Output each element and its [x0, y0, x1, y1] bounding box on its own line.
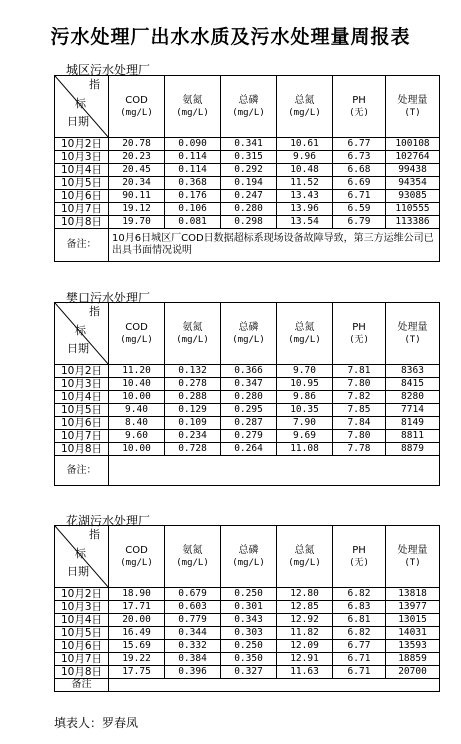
value-cell: 13977	[386, 601, 440, 614]
table-row	[55, 588, 440, 601]
column-unit: (mg/L)	[288, 334, 321, 345]
value-cell: 0.350	[221, 653, 277, 666]
column-header	[109, 526, 165, 588]
column-unit: (mg/L)	[232, 334, 265, 345]
value-cell: 0.301	[221, 601, 277, 614]
value-cell: 0.344	[165, 627, 221, 640]
value-cell: 6.83	[333, 601, 386, 614]
value-cell: 0.250	[221, 588, 277, 601]
value-cell: 9.86	[277, 391, 333, 404]
value-cell: 7.78	[333, 443, 386, 456]
value-cell: 6.71	[333, 653, 386, 666]
value-cell: 11.08	[277, 443, 333, 456]
value-cell: 110555	[386, 203, 440, 216]
column-header	[109, 303, 165, 365]
value-cell: 0.341	[221, 138, 277, 151]
date-cell: 10月8日	[55, 666, 109, 679]
column-header	[277, 526, 333, 588]
value-cell: 10.95	[277, 378, 333, 391]
table-row	[55, 653, 440, 666]
table-row	[55, 151, 440, 164]
value-cell: 0.194	[221, 177, 277, 190]
table-row	[55, 138, 440, 151]
column-unit: (无)	[349, 107, 369, 118]
value-cell: 8415	[386, 378, 440, 391]
value-cell: 8879	[386, 443, 440, 456]
value-cell: 0.368	[165, 177, 221, 190]
value-cell: 0.287	[221, 417, 277, 430]
filler-name: 罗春凤	[102, 716, 139, 730]
value-cell: 13593	[386, 640, 440, 653]
table-row	[55, 627, 440, 640]
table-row	[55, 640, 440, 653]
value-cell: 0.109	[165, 417, 221, 430]
column-name: 总氮	[294, 544, 315, 556]
water-quality-table	[54, 525, 440, 692]
value-cell: 0.106	[165, 203, 221, 216]
value-cell: 20.00	[109, 614, 165, 627]
date-cell: 10月4日	[55, 391, 109, 404]
value-cell: 13.54	[277, 216, 333, 229]
column-name: PH	[352, 94, 366, 106]
value-cell: 6.77	[333, 138, 386, 151]
remark-row	[55, 679, 440, 692]
value-cell: 0.728	[165, 443, 221, 456]
value-cell: 16.49	[109, 627, 165, 640]
date-cell: 10月5日	[55, 627, 109, 640]
date-cell: 10月5日	[55, 404, 109, 417]
column-header	[221, 303, 277, 365]
value-cell: 11.52	[277, 177, 333, 190]
value-cell: 0.347	[221, 378, 277, 391]
table-row	[55, 378, 440, 391]
value-cell: 102764	[386, 151, 440, 164]
value-cell: 0.332	[165, 640, 221, 653]
value-cell: 12.80	[277, 588, 333, 601]
value-cell: 6.82	[333, 627, 386, 640]
date-cell: 10月6日	[55, 640, 109, 653]
column-header	[333, 526, 386, 588]
value-cell: 9.69	[277, 430, 333, 443]
value-cell: 10.35	[277, 404, 333, 417]
column-header	[221, 76, 277, 138]
value-cell: 13818	[386, 588, 440, 601]
value-cell: 0.250	[221, 640, 277, 653]
section-title: 城区污水处理厂	[66, 63, 151, 77]
date-cell: 10月6日	[55, 190, 109, 203]
corner-label-mid: 标	[75, 547, 86, 560]
table-row	[55, 443, 440, 456]
value-cell: 10.61	[277, 138, 333, 151]
column-header	[165, 76, 221, 138]
column-unit: (mg/L)	[288, 557, 321, 568]
value-cell: 20.23	[109, 151, 165, 164]
value-cell: 99438	[386, 164, 440, 177]
table-row	[55, 404, 440, 417]
date-cell: 10月3日	[55, 601, 109, 614]
value-cell: 19.12	[109, 203, 165, 216]
column-unit: (mg/L)	[232, 557, 265, 568]
corner-label-bottom: 日期	[67, 342, 89, 355]
table-row	[55, 216, 440, 229]
table-row	[55, 430, 440, 443]
report-title: 污水处理厂出水水质及污水处理量周报表	[50, 26, 411, 48]
remark-text	[109, 679, 440, 692]
column-name: 氨氮	[182, 321, 203, 333]
value-cell: 8280	[386, 391, 440, 404]
column-header	[386, 303, 440, 365]
value-cell: 18.90	[109, 588, 165, 601]
corner-label-bottom: 日期	[67, 565, 89, 578]
column-unit: (T)	[404, 107, 421, 118]
value-cell: 0.278	[165, 378, 221, 391]
date-cell: 10月2日	[55, 588, 109, 601]
column-unit: (无)	[349, 334, 369, 345]
date-cell: 10月7日	[55, 430, 109, 443]
value-cell: 8.40	[109, 417, 165, 430]
value-cell: 0.366	[221, 365, 277, 378]
corner-label-top: 指	[89, 305, 100, 318]
corner-label-mid: 标	[75, 97, 86, 110]
value-cell: 11.20	[109, 365, 165, 378]
value-cell: 7.90	[277, 417, 333, 430]
table-row	[55, 391, 440, 404]
value-cell: 18859	[386, 653, 440, 666]
corner-cell	[55, 526, 109, 588]
column-name: 处理量	[397, 321, 428, 333]
table-row	[55, 666, 440, 679]
value-cell: 0.303	[221, 627, 277, 640]
table-row	[55, 417, 440, 430]
column-unit: (mg/L)	[120, 107, 153, 118]
value-cell: 7.85	[333, 404, 386, 417]
value-cell: 12.92	[277, 614, 333, 627]
column-name: PH	[352, 544, 366, 556]
remark-label: 备注：	[55, 456, 109, 486]
column-header	[221, 526, 277, 588]
value-cell: 0.280	[221, 203, 277, 216]
value-cell: 6.73	[333, 151, 386, 164]
table-row	[55, 365, 440, 378]
value-cell: 20.45	[109, 164, 165, 177]
table-row	[55, 203, 440, 216]
column-unit: (mg/L)	[120, 557, 153, 568]
remark-row	[55, 456, 440, 486]
table-row	[55, 601, 440, 614]
value-cell: 12.91	[277, 653, 333, 666]
corner-cell	[55, 76, 109, 138]
column-unit: (mg/L)	[288, 107, 321, 118]
date-cell: 10月8日	[55, 216, 109, 229]
value-cell: 17.71	[109, 601, 165, 614]
column-name: 氨氮	[182, 544, 203, 556]
value-cell: 6.69	[333, 177, 386, 190]
value-cell: 0.090	[165, 138, 221, 151]
value-cell: 10.00	[109, 391, 165, 404]
column-header	[165, 526, 221, 588]
column-unit: (mg/L)	[232, 107, 265, 118]
value-cell: 6.71	[333, 666, 386, 679]
column-name: 总磷	[238, 94, 259, 106]
value-cell: 0.779	[165, 614, 221, 627]
value-cell: 0.288	[165, 391, 221, 404]
value-cell: 0.132	[165, 365, 221, 378]
column-unit: (无)	[349, 557, 369, 568]
value-cell: 0.327	[221, 666, 277, 679]
column-name: COD	[125, 94, 148, 106]
value-cell: 0.292	[221, 164, 277, 177]
column-unit: (mg/L)	[120, 334, 153, 345]
filler-line	[54, 714, 138, 731]
value-cell: 6.81	[333, 614, 386, 627]
header-row	[55, 303, 440, 365]
remark-text: 10月6日城区厂COD日数据超标系现场设备故障导致，第三方运维公司已出具书面情况说明	[109, 229, 440, 262]
value-cell: 0.396	[165, 666, 221, 679]
filler-label: 填表人：	[54, 716, 103, 730]
date-cell: 10月2日	[55, 365, 109, 378]
column-header	[109, 76, 165, 138]
value-cell: 90.11	[109, 190, 165, 203]
value-cell: 0.280	[221, 391, 277, 404]
value-cell: 11.82	[277, 627, 333, 640]
column-name: COD	[125, 321, 148, 333]
value-cell: 0.315	[221, 151, 277, 164]
value-cell: 15.69	[109, 640, 165, 653]
value-cell: 6.68	[333, 164, 386, 177]
remark-text	[109, 456, 440, 486]
section-title: 樊口污水处理厂	[66, 291, 151, 305]
date-cell: 10月7日	[55, 653, 109, 666]
value-cell: 94354	[386, 177, 440, 190]
column-header	[333, 303, 386, 365]
date-cell: 10月4日	[55, 164, 109, 177]
value-cell: 0.384	[165, 653, 221, 666]
date-cell: 10月2日	[55, 138, 109, 151]
value-cell: 0.295	[221, 404, 277, 417]
corner-label-top: 指	[89, 78, 100, 91]
value-cell: 13.43	[277, 190, 333, 203]
value-cell: 0.234	[165, 430, 221, 443]
date-cell: 10月3日	[55, 151, 109, 164]
value-cell: 20.34	[109, 177, 165, 190]
value-cell: 0.176	[165, 190, 221, 203]
column-unit: (T)	[404, 334, 421, 345]
column-name: 氨氮	[182, 94, 203, 106]
column-header	[333, 76, 386, 138]
value-cell: 10.48	[277, 164, 333, 177]
value-cell: 13015	[386, 614, 440, 627]
section-title: 花湖污水处理厂	[66, 514, 151, 528]
value-cell: 0.114	[165, 151, 221, 164]
value-cell: 17.75	[109, 666, 165, 679]
value-cell: 7.80	[333, 378, 386, 391]
date-cell: 10月3日	[55, 378, 109, 391]
value-cell: 0.264	[221, 443, 277, 456]
value-cell: 0.343	[221, 614, 277, 627]
date-cell: 10月4日	[55, 614, 109, 627]
remark-label: 备注	[55, 679, 109, 692]
corner-label-bottom: 日期	[67, 115, 89, 128]
value-cell: 7.81	[333, 365, 386, 378]
value-cell: 9.96	[277, 151, 333, 164]
value-cell: 20700	[386, 666, 440, 679]
table-row	[55, 164, 440, 177]
column-name: PH	[352, 321, 366, 333]
date-cell: 10月8日	[55, 443, 109, 456]
column-unit: (mg/L)	[176, 557, 209, 568]
water-quality-table	[54, 302, 440, 486]
column-name: 总磷	[238, 321, 259, 333]
value-cell: 10.40	[109, 378, 165, 391]
value-cell: 11.63	[277, 666, 333, 679]
value-cell: 10.00	[109, 443, 165, 456]
date-cell: 10月7日	[55, 203, 109, 216]
corner-label-mid: 标	[75, 324, 86, 337]
value-cell: 7.80	[333, 430, 386, 443]
column-name: COD	[125, 544, 148, 556]
date-cell: 10月6日	[55, 417, 109, 430]
column-name: 处理量	[397, 94, 428, 106]
value-cell: 6.59	[333, 203, 386, 216]
column-header	[165, 303, 221, 365]
value-cell: 9.60	[109, 430, 165, 443]
table-row	[55, 177, 440, 190]
column-header	[386, 526, 440, 588]
value-cell: 6.71	[333, 190, 386, 203]
value-cell: 7.82	[333, 391, 386, 404]
value-cell: 13.96	[277, 203, 333, 216]
value-cell: 12.09	[277, 640, 333, 653]
water-quality-table	[54, 75, 440, 262]
column-header	[386, 76, 440, 138]
value-cell: 19.22	[109, 653, 165, 666]
column-header	[277, 303, 333, 365]
table-row	[55, 190, 440, 203]
value-cell: 113386	[386, 216, 440, 229]
value-cell: 9.70	[277, 365, 333, 378]
column-name: 总氮	[294, 321, 315, 333]
corner-label-top: 指	[89, 528, 100, 541]
column-unit: (T)	[404, 557, 421, 568]
value-cell: 0.679	[165, 588, 221, 601]
value-cell: 6.77	[333, 640, 386, 653]
value-cell: 0.081	[165, 216, 221, 229]
value-cell: 0.129	[165, 404, 221, 417]
column-unit: (mg/L)	[176, 107, 209, 118]
value-cell: 0.114	[165, 164, 221, 177]
value-cell: 93085	[386, 190, 440, 203]
value-cell: 6.79	[333, 216, 386, 229]
column-header	[277, 76, 333, 138]
value-cell: 19.70	[109, 216, 165, 229]
value-cell: 8149	[386, 417, 440, 430]
remark-row	[55, 229, 440, 262]
value-cell: 8811	[386, 430, 440, 443]
value-cell: 8363	[386, 365, 440, 378]
column-name: 总氮	[294, 94, 315, 106]
value-cell: 100108	[386, 138, 440, 151]
column-name: 总磷	[238, 544, 259, 556]
corner-cell	[55, 303, 109, 365]
column-name: 处理量	[397, 544, 428, 556]
value-cell: 6.82	[333, 588, 386, 601]
header-row	[55, 526, 440, 588]
header-row	[55, 76, 440, 138]
value-cell: 7.84	[333, 417, 386, 430]
value-cell: 14031	[386, 627, 440, 640]
column-unit: (mg/L)	[176, 334, 209, 345]
remark-label: 备注：	[55, 229, 109, 262]
value-cell: 0.298	[221, 216, 277, 229]
date-cell: 10月5日	[55, 177, 109, 190]
value-cell: 0.279	[221, 430, 277, 443]
table-row	[55, 614, 440, 627]
value-cell: 12.85	[277, 601, 333, 614]
value-cell: 0.247	[221, 190, 277, 203]
value-cell: 0.603	[165, 601, 221, 614]
value-cell: 9.40	[109, 404, 165, 417]
value-cell: 7714	[386, 404, 440, 417]
value-cell: 20.78	[109, 138, 165, 151]
